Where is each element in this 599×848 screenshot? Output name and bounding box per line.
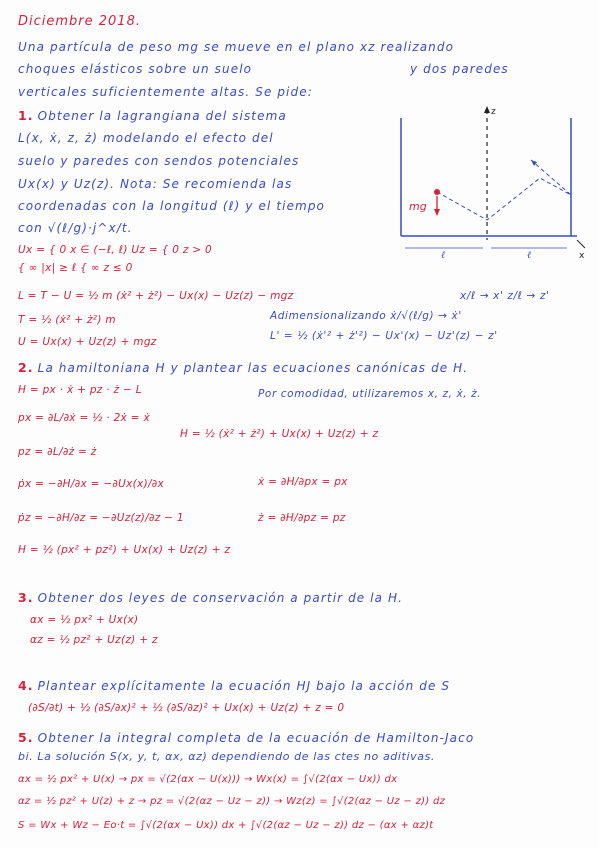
page-title: Diciembre 2018. [18,14,141,29]
axis-z-label: z [491,107,496,117]
q1-eq-potentials-2: { ∞ |x| ≥ ℓ { ∞ z ≤ 0 [18,262,133,274]
q2-side-3: ẋ = ∂H/∂px = px [258,476,348,488]
axis-x-label: x [579,251,585,260]
q4-text: Plantear explícitamente la ecuación HJ bajo la acción de S [37,679,451,693]
q1-line-2: L(x, ẋ, z, ż) modelando el efecto del [18,131,274,145]
q2-side-4: ż = ∂H/∂pz = pz [258,512,346,524]
intro-line-2: choques elásticos sobre un suelo [18,62,253,76]
q4-number: 4. [18,678,34,693]
x-axis-tick [577,240,585,248]
intro-line-1: Una partícula de peso mg se mueve en el plano xz realizando [18,40,455,54]
q4-eq-1: (∂S/∂t) + ½ (∂S/∂x)² + ½ (∂S/∂z)² + Ux(x) + Uz(z) + z = 0 [28,702,345,714]
q1-side-2: Adimensionalizando ẋ/√(ℓ/g) → ẋ' [270,310,462,322]
q1-line-3: suelo y paredes con sendos potenciales [18,154,300,168]
q1-eq-lagrangian: L = T − U = ½ m (ẋ² + ż²) − Ux(x) − Uz(z) − mgz [18,290,294,302]
q1-line-1 [18,108,287,123]
q1-eq-potentials-1: Ux = { 0 x ∈ (−ℓ, ℓ) Uz = { 0 z > 0 [18,244,212,256]
intro-line-2b: y dos paredes [410,62,509,76]
q5-eq-2: αz = ½ pz² + U(z) + z → pz = √(2(αz − Uz − z)) → Wz(z) = ∫√(2(αz − Uz − z)) dz [18,796,446,807]
q2-eq-2: px = ∂L/∂ẋ = ½ · 2ẋ = ẋ [18,412,150,424]
q4-line [18,678,450,693]
q1-line-4: Ux(x) y Uz(z). Nota: Se recomienda las [18,177,293,191]
q3-number: 3. [18,590,34,605]
q2-side-1: Por comodidad, utilizaremos x, z, ẋ, ż. [258,388,482,400]
q2-eq-3: pz = ∂L/∂ż = ż [18,446,97,458]
q3-eq-1: αx = ½ px² + Ux(x) [30,614,139,626]
q1-side-1: x/ℓ → x' z/ℓ → z' [460,290,550,302]
q3-text: Obtener dos leyes de conservación a partir de la H. [37,591,404,605]
q3-line [18,590,403,605]
q1-side-3: L' = ½ (ẋ'² + ż'²) − Ux'(x) − Uz'(z) − z' [270,330,498,342]
q1-line-5: coordenadas con la longitud (ℓ) y el tiempo [18,199,325,213]
q5-number: 5. [18,730,34,745]
intro-line-3: verticales suficientemente altas. Se pide: [18,85,313,99]
q5-line-2: bi. La solución S(x, y, t, αx, αz) dependiendo de las ctes no aditivas. [18,750,435,763]
q2-eq-5: ṗz = −∂H/∂z = −∂Uz(z)/∂z − 1 [18,512,184,524]
q1-eq-kinetic: T = ½ (ẋ² + ż²) m [18,314,116,326]
q3-eq-2: αz = ½ pz² + Uz(z) + z [30,634,158,646]
trajectory [437,160,571,220]
len-right-label: ℓ [527,250,532,260]
q2-number: 2. [18,360,34,375]
q1-line-6: con √(ℓ/g)·j^x/t. [18,221,133,235]
weight-arrowhead [434,209,440,216]
q1-text-1: Obtener la lagrangiana del sistema [37,109,287,123]
force-label: mg [409,200,427,213]
q5-eq-3: S = Wx + Wz − Eo·t = ∫√(2(αx − Ux)) dx + ∫√(2(αz − Uz − z)) dz − (αx + αz)t [18,820,434,831]
q5-text-1: Obtener la integral completa de la ecuación de Hamilton-Jaco [37,731,475,745]
q2-eq-6: H = ½ (px² + pz²) + Ux(x) + Uz(z) + z [18,544,231,556]
len-left-label: ℓ [441,250,446,260]
q2-eq-4: ṗx = −∂H/∂x = −∂Ux(x)/∂x [18,478,165,490]
particle [434,189,440,195]
q5-line-1 [18,730,474,745]
q2-text: La hamiltoniana H y plantear las ecuaciones canónicas de H. [37,361,469,375]
q5-eq-1: αx = ½ px² + U(x) → px = √(2(αx − U(x))) → Wx(x) = ∫√(2(αx − Ux)) dx [18,774,398,785]
q1-number: 1. [18,108,34,123]
q2-eq-1: H = px · ẋ + pz · ż − L [18,384,142,396]
q2-line [18,360,468,375]
q2-side-2: H = ½ (ẋ² + ż²) + Ux(x) + Uz(z) + z [180,428,379,440]
z-axis-arrow [484,106,490,113]
box-figure [395,100,595,260]
q1-eq-potential: U = Ux(x) + Uz(z) + mgz [18,336,157,348]
